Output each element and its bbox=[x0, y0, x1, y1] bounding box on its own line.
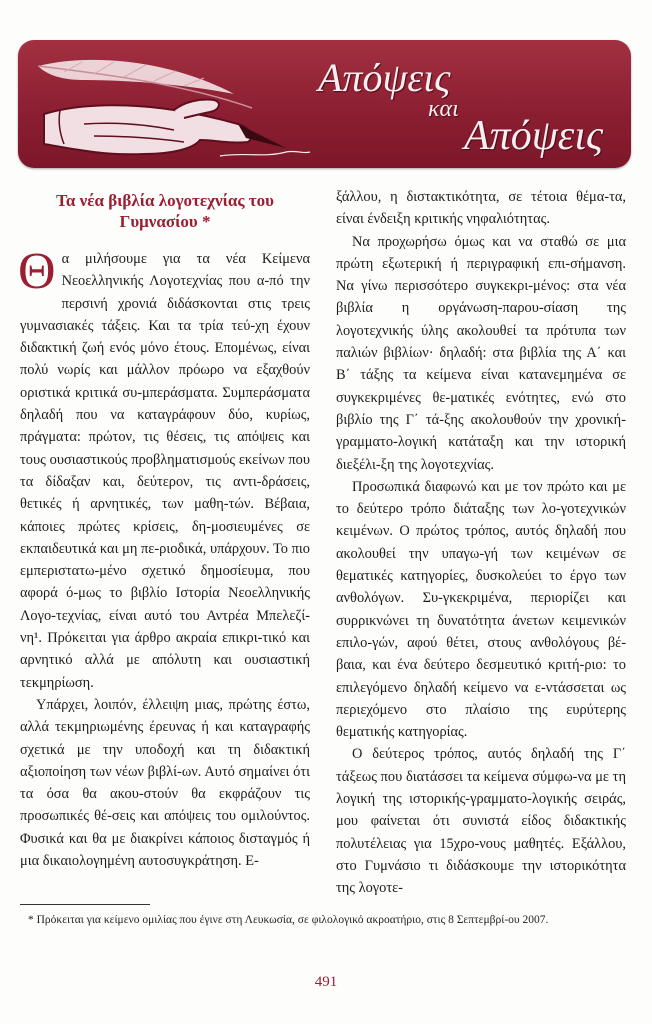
paragraph-3: ξάλλου, η διστακτικότητα, σε τέτοια θέμα-τα, είναι ένδειξη κριτικής νηφαλιότητας. bbox=[336, 189, 626, 228]
page-number: 491 bbox=[314, 974, 338, 990]
right-column bbox=[336, 186, 626, 900]
paragraph-4: Να προχωρήσω όμως και να σταθώ σε μια πρώτη εξωτερική ή περιγραφική επι-σήμανση. Να γίνω περισσότερο συγκεκρι-μένος: στα νέα βιβλία η οργάνωση-παρου-σίαση της λογοτεχνικής ύλης ακολουθεί τα πρότυπα των παλιών βιβλίων· δηλαδή: στα βιβλία της Α΄ και Β΄ τάξης τα κείμενα είναι κατανεμημένα σε συγκεκριμένες θε-ματικές ενότητες, ενώ στο βιβλίο της Γ΄ τά-ξης ακολουθούν την χρονική-γραμματο-λογική κατάταξη και την ιστορική διεξέλι-ξη της λογοτεχνίας. bbox=[336, 233, 626, 473]
drop-cap: Θ bbox=[18, 243, 56, 300]
paragraph-2: Υπάρχει, λοιπόν, έλλειψη μιας, πρώτης έστω, αλλά τεκμηριωμένης έρευνας ή και καταγραφής σχετικά με την υποδοχή και τη διδακτική αξιοποίηση των νέων βιβλί-ων. Αυτό σημαίνει ότι τα όσα θα ακου-στούν θα εκφράζουν τις προσωπικές θέ-σεις και απόψεις του ομιλούντος. Φυσικά και θα με διακρίνει κάποιος δισταγμός ή μια δικαιολογημένη αυτοσυγκράτηση. Ε- bbox=[20, 696, 310, 870]
banner-title-line3: Απόψεις bbox=[464, 113, 604, 159]
banner-title-line1: Απόψεις bbox=[318, 55, 451, 100]
banner-title-line2: και bbox=[428, 96, 459, 122]
article-title: Τα νέα βιβλία λογοτεχνίας του Γυμνασίου * bbox=[56, 191, 274, 231]
paragraph-1-text: α μιλήσουμε για τα νέα Κείμενα Νεοελληνικής Λογοτεχνίας που α-πό την περσινή χρονιά διδάσκονται στις τρεις γυμνασιακές τάξεις. Και τα τρία τεύ-χη έχουν διδακτική ζωή ενός μόνο έτους. Επομένως, είναι πολύ νωρίς και μάλλον πρόωρο να εξαχθούν οριστικά κριτικά συ-μπεράσματα. Συμπεράσματα δηλαδή που να καταγράφουν δύο, κυρίως, πράγματα: πρώτον, τις θέσεις, τις απόψεις και τους ουσιαστικούς προβληματισμούς εκείνων που τα δίδαξαν και, δεύτερον, τις αντι-δράσεις, θετικές ή αρνητικές, των μαθη-τών. Βέβαια, κάποιες πρώτες κρίσεις, δη-μοσιευμένες σε εκπαιδευτικά και μη πε-ριοδικά, υπάρχουν. Το πιο εμπεριστατω-μένο σχετικό δημοσίευμα, που αφορά ό-μως το βιβλίο Ιστορία Νεοελληνικής Λογο-τεχνίας, είναι αυτό του Αντρέα Μπελεζί-νη¹. Πρόκειται για άρθρο ακραία επικρι-τικό και αρνητικό αλλά με απόλυτη και ουσιαστική τεκμηρίωση. bbox=[20, 251, 310, 691]
paragraph-1 bbox=[18, 243, 310, 694]
header-banner bbox=[18, 40, 631, 168]
footnote: * Πρόκειται για κείμενο ομιλίας που έγινε στη Λευκωσία, σε φιλολογικό ακροατήριο, στις 8 Σεπτεμβρί-ου 2007. bbox=[28, 914, 549, 926]
hand-writing-with-quill-icon bbox=[24, 44, 314, 166]
left-column bbox=[20, 190, 310, 872]
paragraph-5: Προσωπικά διαφωνώ και με τον πρώτο και με το δεύτερο τρόπο διάταξης των λο-γοτεχνικών κειμένων. Ο πρώτος τρόπος, αυτός δηλαδή που ακολουθεί την υπαγω-γή των κειμένων σε θεματικές κατηγορίες, δυσκολεύει το έργο των ανθολόγων. Συ-γκεκριμένα, περιορίζει και συρρικνώνει τη δυνατότητα άνετων κειμενικών επιλο-γών, αφού θέτει, στους ανθολόγους βέ-βαια, και ένα δεύτερο δεσμευτικό κριτή-ριο: το επιλεγόμενο δηλαδή κείμενο να ε-ντάσσεται ως περιεχόμενο στο πλαίσιο της ευρύτερης θεματικής κατηγορίας. bbox=[336, 478, 626, 741]
paragraph-6: Ο δεύτερος τρόπος, αυτός δηλαδή της Γ΄ τάξεως που διατάσσει τα κείμενα σύμφω-να με τη λογική της ιστορικής-γραμματο-λογικής σειράς, μου φαίνεται ότι συνιστά είδος διδακτικής πολυτέλειας για 15χρο-νους μαθητές. Εξάλλου, στο Γυμνάσιο τι διδάσκουμε την ιστορικότητα της λογοτε- bbox=[336, 746, 626, 897]
footnote-divider bbox=[20, 904, 150, 905]
